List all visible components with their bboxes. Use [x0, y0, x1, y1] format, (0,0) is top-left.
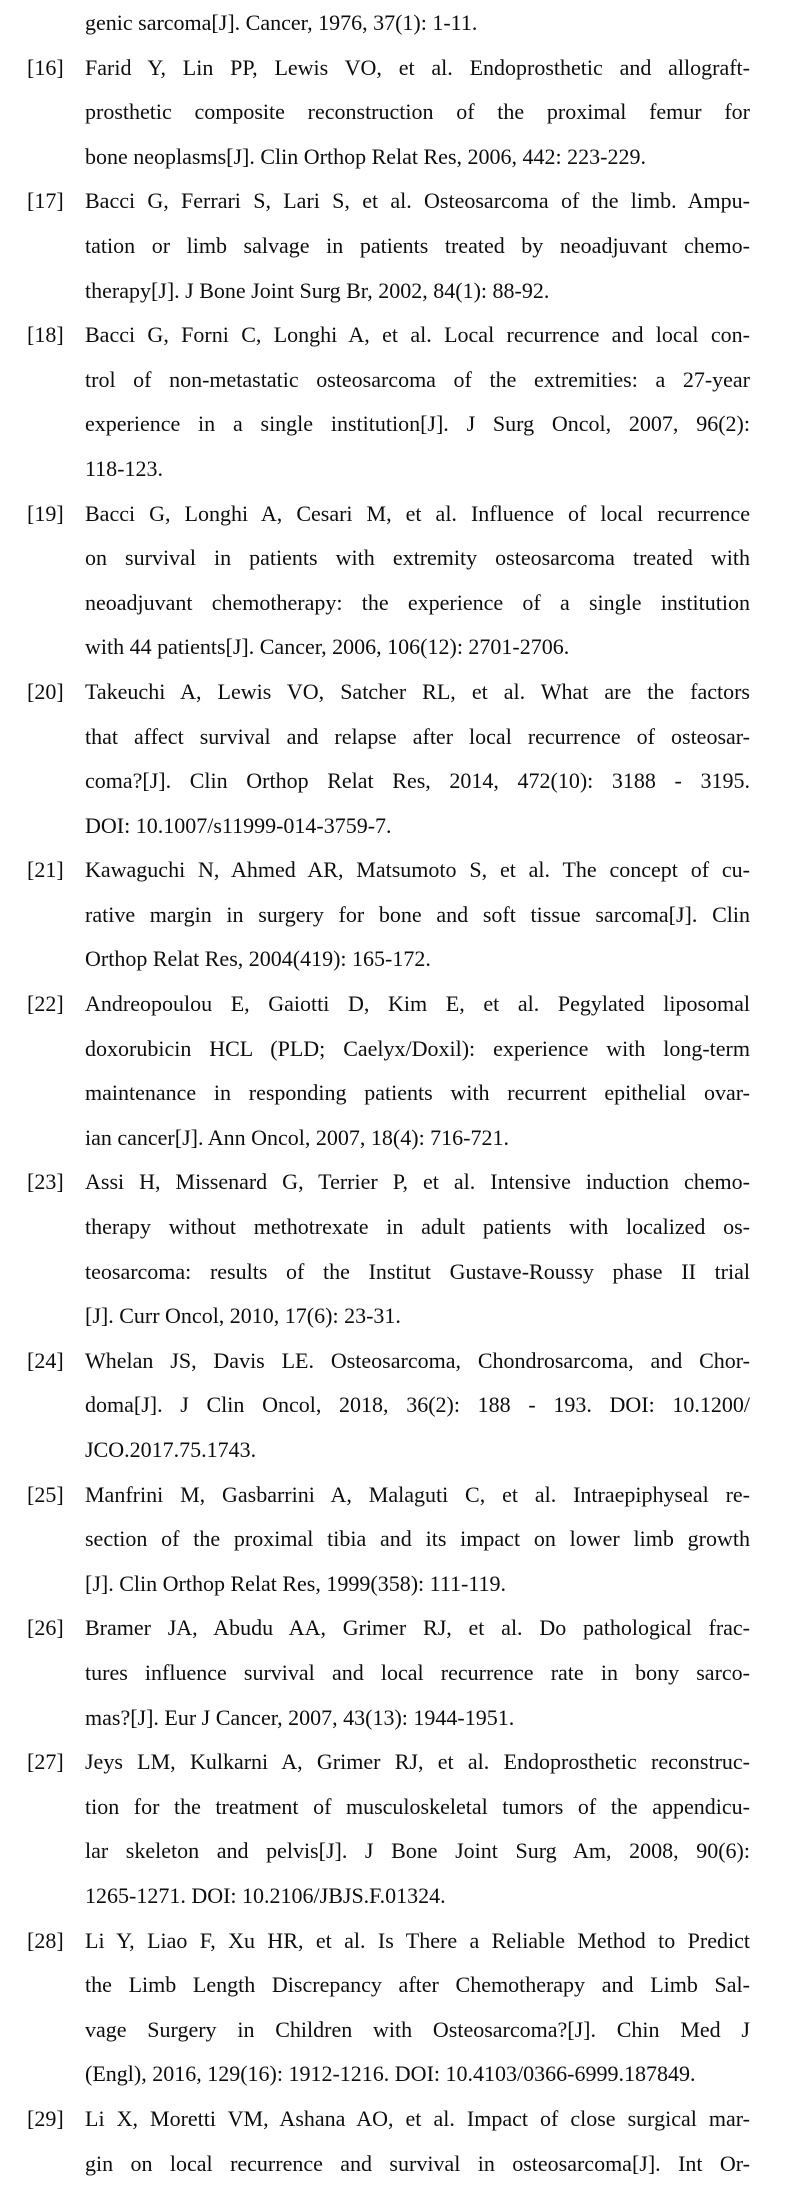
- reference-item: [27, 46, 750, 180]
- reference-line: genic sarcoma[J]. Cancer, 1976, 37(1): 1-11.: [85, 10, 478, 35]
- reference-number: [22]: [27, 991, 64, 1017]
- reference-line: bone neoplasms[J]. Clin Orthop Relat Res, 2006, 442: 223-229.: [85, 143, 646, 169]
- reference-line: Bacci G, Longhi A, Cesari M, et al. Influence of local recurrence: [85, 500, 750, 526]
- reference-line: 1265-1271. DOI: 10.2106/JBJS.F.01324.: [85, 1882, 446, 1908]
- reference-line: gin on local recurrence and survival in osteosarcoma[J]. Int Or-: [85, 2150, 750, 2176]
- reference-line: neoadjuvant chemotherapy: the experience of a single institution: [85, 589, 750, 615]
- reference-text: [85, 670, 750, 848]
- reference-line: ian cancer[J]. Ann Oncol, 2007, 18(4): 716-721.: [85, 1124, 510, 1150]
- reference-text: [85, 1339, 750, 1473]
- reference-line: tures influence survival and local recurrence rate in bony sarco-: [85, 1659, 750, 1685]
- reference-line: with 44 patients[J]. Cancer, 2006, 106(12): 2701-2706.: [85, 634, 570, 660]
- reference-number: [25]: [27, 1481, 64, 1507]
- reference-text: [85, 46, 750, 180]
- reference-line: Jeys LM, Kulkarni A, Grimer RJ, et al. Endoprosthetic reconstruc-: [85, 1749, 750, 1775]
- reference-number: [27]: [27, 1749, 64, 1775]
- reference-line: Li X, Moretti VM, Ashana AO, et al. Impact of close surgical mar-: [85, 2105, 750, 2131]
- reference-text: [85, 1160, 750, 1338]
- reference-text: [85, 1, 750, 46]
- reference-line: Assi H, Missenard G, Terrier P, et al. Intensive induction chemo-: [85, 1169, 750, 1195]
- reference-line: Bacci G, Forni C, Longhi A, et al. Local recurrence and local con-: [85, 322, 750, 348]
- reference-line: Whelan JS, Davis LE. Osteosarcoma, Chondrosarcoma, and Chor-: [85, 1347, 750, 1373]
- reference-line: tation or limb salvage in patients treated by neoadjuvant chemo-: [85, 232, 750, 258]
- reference-text: [85, 982, 750, 1160]
- reference-text: [85, 1740, 750, 1918]
- reference-line: [J]. Clin Orthop Relat Res, 1999(358): 111-119.: [85, 1570, 507, 1596]
- reference-number: [23]: [27, 1169, 64, 1195]
- reference-line: mas?[J]. Eur J Cancer, 2007, 43(13): 1944-1951.: [85, 1704, 515, 1730]
- reference-line: doxorubicin HCL (PLD; Caelyx/Doxil): experience with long-term: [85, 1035, 750, 1061]
- reference-number: [17]: [27, 188, 64, 214]
- reference-line: Bacci G, Ferrari S, Lari S, et al. Osteosarcoma of the limb. Ampu-: [85, 188, 750, 214]
- reference-line: Orthop Relat Res, 2004(419): 165-172.: [85, 946, 431, 972]
- reference-line: Manfrini M, Gasbarrini A, Malaguti C, et al. Intraepiphyseal re-: [85, 1481, 750, 1507]
- reference-item: [27, 313, 750, 491]
- reference-number: [16]: [27, 54, 64, 80]
- reference-line: trol of non-metastatic osteosarcoma of the extremities: a 27-year: [85, 366, 750, 392]
- reference-text: [85, 1919, 750, 2097]
- reference-number: [29]: [27, 2105, 64, 2131]
- reference-item: [27, 2097, 750, 2186]
- references-list: [27, 1, 750, 2186]
- reference-line: vage Surgery in Children with Osteosarcoma?[J]. Chin Med J: [85, 2016, 750, 2042]
- reference-item: [27, 1919, 750, 2097]
- reference-line: tion for the treatment of musculoskeletal tumors of the appendicu-: [85, 1793, 750, 1819]
- reference-item: [27, 848, 750, 982]
- reference-number: [20]: [27, 678, 64, 704]
- reference-line: that affect survival and relapse after local recurrence of osteosar-: [85, 723, 750, 749]
- reference-number: [24]: [27, 1347, 64, 1373]
- reference-item: [27, 982, 750, 1160]
- reference-line: doma[J]. J Clin Oncol, 2018, 36(2): 188 - 193. DOI: 10.1200/: [85, 1392, 750, 1418]
- reference-item: [27, 1606, 750, 1740]
- reference-text: [85, 848, 750, 982]
- reference-line: maintenance in responding patients with recurrent epithelial ovar-: [85, 1080, 750, 1106]
- reference-line: rative margin in surgery for bone and soft tissue sarcoma[J]. Clin: [85, 901, 750, 927]
- reference-line: coma?[J]. Clin Orthop Relat Res, 2014, 472(10): 3188 - 3195.: [85, 768, 750, 794]
- reference-item: [27, 1339, 750, 1473]
- reference-line: on survival in patients with extremity osteosarcoma treated with: [85, 545, 750, 571]
- reference-line: 118-123.: [85, 455, 164, 481]
- reference-line: (Engl), 2016, 129(16): 1912-1216. DOI: 10.4103/0366-6999.187849.: [85, 2061, 696, 2087]
- reference-line: DOI: 10.1007/s11999-014-3759-7.: [85, 812, 392, 838]
- reference-item: [27, 1473, 750, 1607]
- reference-line: JCO.2017.75.1743.: [85, 1437, 257, 1462]
- reference-line: lar skeleton and pelvis[J]. J Bone Joint Surg Am, 2008, 90(6):: [85, 1838, 750, 1864]
- reference-line: Li Y, Liao F, Xu HR, et al. Is There a Reliable Method to Predict: [85, 1927, 750, 1953]
- reference-line: the Limb Length Discrepancy after Chemotherapy and Limb Sal-: [85, 1972, 750, 1998]
- reference-line: section of the proximal tibia and its impact on lower limb growth: [85, 1526, 750, 1552]
- reference-line: Farid Y, Lin PP, Lewis VO, et al. Endoprosthetic and allograft-: [85, 54, 750, 80]
- reference-item: [27, 492, 750, 670]
- reference-line: Takeuchi A, Lewis VO, Satcher RL, et al. What are the factors: [85, 678, 750, 704]
- reference-item: [27, 670, 750, 848]
- reference-line: prosthetic composite reconstruction of the proximal femur for: [85, 99, 750, 125]
- reference-text: [85, 313, 750, 491]
- reference-text: [85, 492, 750, 670]
- reference-item: [27, 1, 750, 46]
- reference-line: Bramer JA, Abudu AA, Grimer RJ, et al. Do pathological frac-: [85, 1615, 750, 1641]
- reference-number: [21]: [27, 857, 64, 883]
- reference-line: Kawaguchi N, Ahmed AR, Matsumoto S, et al. The concept of cu-: [85, 857, 750, 883]
- reference-number: [19]: [27, 500, 64, 526]
- reference-item: [27, 179, 750, 313]
- reference-text: [85, 2097, 750, 2186]
- reference-line: Andreopoulou E, Gaiotti D, Kim E, et al. Pegylated liposomal: [85, 991, 750, 1017]
- reference-number: [18]: [27, 322, 64, 348]
- reference-number: [26]: [27, 1615, 64, 1641]
- reference-text: [85, 1606, 750, 1740]
- reference-item: [27, 1160, 750, 1338]
- reference-item: [27, 1740, 750, 1918]
- reference-line: teosarcoma: results of the Institut Gustave-Roussy phase II trial: [85, 1258, 750, 1284]
- reference-line: therapy without methotrexate in adult patients with localized os-: [85, 1214, 750, 1240]
- reference-text: [85, 179, 750, 313]
- reference-text: [85, 1473, 750, 1607]
- reference-number: [28]: [27, 1927, 64, 1953]
- reference-line: therapy[J]. J Bone Joint Surg Br, 2002, 84(1): 88-92.: [85, 277, 550, 303]
- reference-line: experience in a single institution[J]. J Surg Oncol, 2007, 96(2):: [85, 411, 750, 437]
- reference-line: [J]. Curr Oncol, 2010, 17(6): 23-31.: [85, 1303, 401, 1329]
